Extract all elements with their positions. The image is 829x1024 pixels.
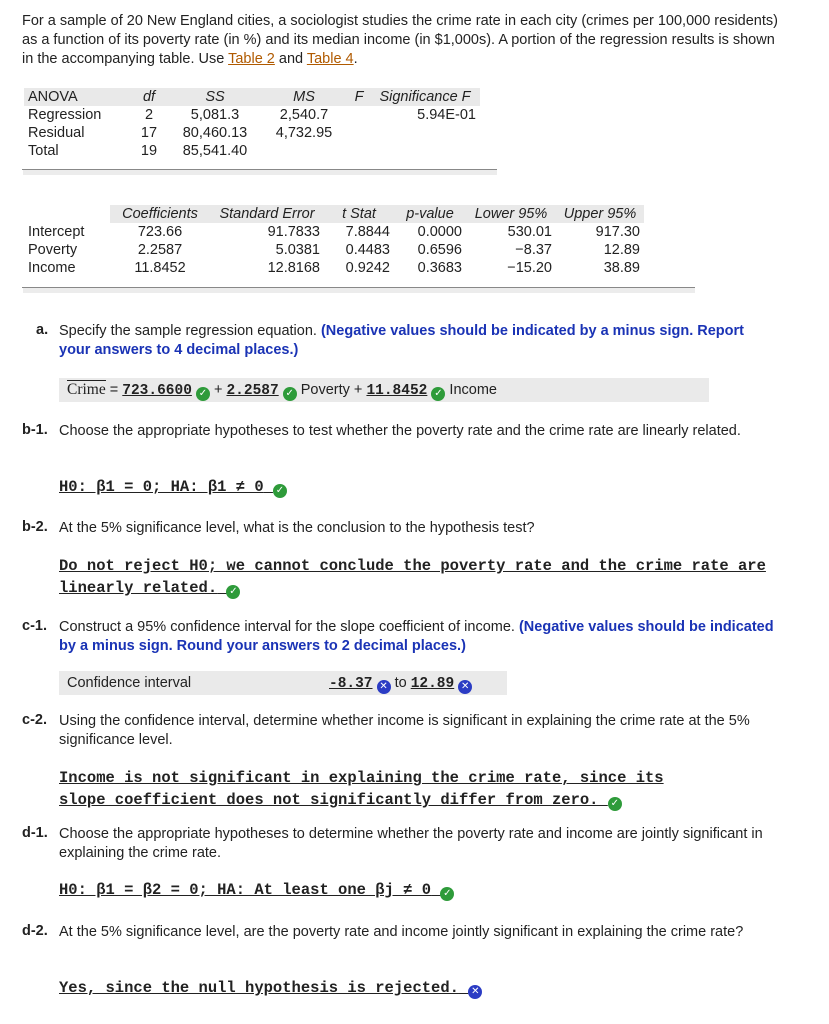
check-circle-icon: ✓ (196, 387, 210, 401)
coef-cell: 917.30 (595, 224, 640, 240)
plus-sign: + (209, 382, 227, 398)
anova-cell (348, 106, 370, 124)
d1-hypotheses-answer[interactable] (59, 879, 779, 901)
anova-cell: 5,081.3 (190, 107, 240, 123)
anova-cell: 17 (140, 125, 158, 141)
b1-hypotheses-answer[interactable] (59, 476, 779, 498)
x-circle-icon: ✕ (377, 680, 391, 694)
ci-to: to (390, 675, 411, 691)
intro-and: and (274, 51, 307, 67)
anova-cell: 85,541.40 (182, 143, 248, 159)
anova-cell (348, 142, 370, 160)
coef-cell: 11.8452 (134, 260, 186, 276)
answer-text: Do not reject H0; we cannot conclude the poverty rate and the crime rate are linearly related. (59, 557, 766, 597)
check-circle-icon: ✓ (226, 585, 240, 599)
table-row (24, 259, 644, 277)
table-row (24, 241, 644, 259)
anova-header: SS (205, 89, 225, 105)
problem-intro (22, 12, 778, 69)
coef-cell: −8.37 (515, 242, 552, 258)
anova-cell: 2,540.7 (279, 107, 329, 123)
ci-values (329, 671, 472, 696)
question-c1-text (59, 618, 777, 656)
coef-cell: 5.0381 (275, 242, 320, 258)
check-circle-icon: ✓ (431, 387, 445, 401)
question-label: d-2. (22, 923, 48, 939)
coef-cell: Intercept (28, 224, 85, 240)
x-circle-icon: ✕ (468, 985, 482, 999)
question-label: d-1. (22, 825, 48, 841)
coefficients-table (24, 205, 644, 277)
question-label: a. (36, 322, 49, 338)
ci-lower-answer[interactable]: -8.37 (329, 676, 373, 692)
coef-cell: Poverty (28, 242, 78, 258)
coef-cell: 12.89 (603, 242, 640, 258)
coef-cell: 38.89 (603, 260, 640, 276)
coef-header: Upper 95% (563, 206, 637, 222)
answer-text: H0: β1 = β2 = 0; HA: At least one βj ≠ 0 (59, 881, 432, 899)
table-row (24, 142, 480, 160)
table-row (24, 106, 480, 124)
x-circle-icon: ✕ (458, 680, 472, 694)
anova-table (24, 88, 480, 160)
question-text: At the 5% significance level, are the poverty rate and income jointly significant in explaining the crime rate? (59, 924, 744, 940)
anova-header: MS (293, 89, 315, 105)
anova-cell: 19 (140, 143, 158, 159)
anova-cell: 5.94E-01 (417, 107, 476, 123)
coef-cell: 12.8168 (267, 260, 320, 276)
question-label: b-1. (22, 422, 48, 438)
question-text: At the 5% significance level, what is the conclusion to the hypothesis test? (59, 520, 535, 536)
instruction-text: (Negative values should be indicated by a minus sign. Round your answers to 2 decimal places.) (59, 619, 774, 654)
coef-cell: 0.6596 (417, 242, 462, 258)
c2-significance-answer[interactable] (59, 767, 719, 811)
table-2-link[interactable]: Table 2 (228, 51, 275, 67)
coef-cell: 0.4483 (345, 242, 390, 258)
coef-header: p-value (406, 206, 454, 222)
coef-cell: 0.3683 (417, 260, 462, 276)
question-label: b-2. (22, 519, 48, 535)
anova-cell: Regression (28, 107, 102, 123)
anova-header-row (24, 88, 480, 106)
question-text: Using the confidence interval, determine whether income is significant in explaining the crime rate at the 5% significance level. (59, 713, 750, 748)
ci-label: Confidence interval (67, 675, 192, 691)
intercept-answer[interactable]: 723.6600 (122, 383, 192, 399)
coef-cell: 2.2587 (137, 242, 183, 258)
coef-header: Lower 95% (474, 206, 548, 222)
anova-header: ANOVA (28, 89, 78, 105)
table-divider (22, 287, 695, 288)
coef-cell: 7.8844 (345, 224, 390, 240)
coef-cell: Income (28, 260, 76, 276)
question-text: Choose the appropriate hypotheses to test whether the poverty rate and the crime rate are linearly related. (59, 423, 741, 439)
question-label: c-2. (22, 712, 47, 728)
answer-text: H0: β1 = 0; HA: β1 ≠ 0 (59, 478, 264, 496)
check-circle-icon: ✓ (283, 387, 297, 401)
coef-header (24, 205, 110, 223)
answer-text: Income is not significant in explaining the crime rate, since its slope coefficient does not significantly differ from zero. (59, 769, 664, 809)
answer-text: Yes, since the null hypothesis is rejected. (59, 979, 459, 997)
d2-joint-significance-answer[interactable] (59, 977, 779, 999)
anova-header: Significance F (379, 89, 471, 105)
regression-equation-answer (59, 378, 709, 402)
poverty-coef-answer[interactable]: 2.2587 (226, 383, 279, 399)
anova-header: df (142, 89, 156, 105)
income-coef-answer[interactable]: 11.8452 (366, 383, 428, 399)
ci-upper-answer[interactable]: 12.89 (410, 676, 455, 692)
anova-cell (260, 142, 348, 160)
coef-cell: 0.9242 (345, 260, 390, 276)
anova-cell: Residual (28, 125, 85, 141)
instruction-text: (Negative values should be indicated by a minus sign. Report your answers to 4 decimal places.) (59, 323, 744, 358)
coef-header-row (24, 205, 644, 223)
income-label: Income (445, 382, 497, 398)
anova-cell (348, 124, 370, 142)
question-a-text (59, 322, 777, 360)
coef-cell: 723.66 (137, 224, 183, 240)
confidence-interval-row (59, 671, 507, 695)
coef-header: t Stat (342, 206, 376, 222)
question-label: c-1. (22, 618, 47, 634)
question-text: Construct a 95% confidence interval for the slope coefficient of income. (59, 619, 519, 635)
intro-end: . (353, 51, 358, 67)
poverty-label: Poverty + (296, 382, 367, 398)
anova-cell: 80,460.13 (182, 125, 248, 141)
coef-header: Standard Error (219, 206, 315, 222)
check-circle-icon: ✓ (440, 887, 454, 901)
question-text: Specify the sample regression equation. (59, 323, 321, 339)
anova-cell (370, 142, 480, 160)
question-text: Choose the appropriate hypotheses to determine whether the poverty rate and income are jointly significant in explaining the crime rate. (59, 826, 763, 861)
anova-cell: 4,732.95 (275, 125, 333, 141)
table-divider (22, 169, 497, 170)
coef-cell: 91.7833 (267, 224, 320, 240)
check-circle-icon: ✓ (608, 797, 622, 811)
table-row (24, 124, 480, 142)
table-row (24, 223, 644, 241)
anova-header: F (354, 89, 364, 105)
intro-text: For a sample of 20 New England cities, a sociologist studies the crime rate in each city (crimes per 100,000 residents) as a function of its poverty rate (in %) and its median income (in $1,000s). A portion of the regression results is shown in the accompanying table. Use (22, 13, 778, 67)
coef-header: Coefficients (122, 206, 198, 222)
coef-cell: 530.01 (507, 224, 552, 240)
coef-cell: 0.0000 (417, 224, 462, 240)
anova-cell: 2 (144, 107, 154, 123)
anova-cell: Total (28, 143, 59, 159)
b2-conclusion-answer[interactable] (59, 555, 779, 599)
equals-sign: = (105, 382, 123, 398)
coef-cell: −15.20 (507, 260, 552, 276)
table-4-link[interactable]: Table 4 (306, 51, 354, 67)
anova-cell (370, 124, 480, 142)
check-circle-icon: ✓ (273, 484, 287, 498)
crime-hat-label: Crime (67, 381, 106, 398)
